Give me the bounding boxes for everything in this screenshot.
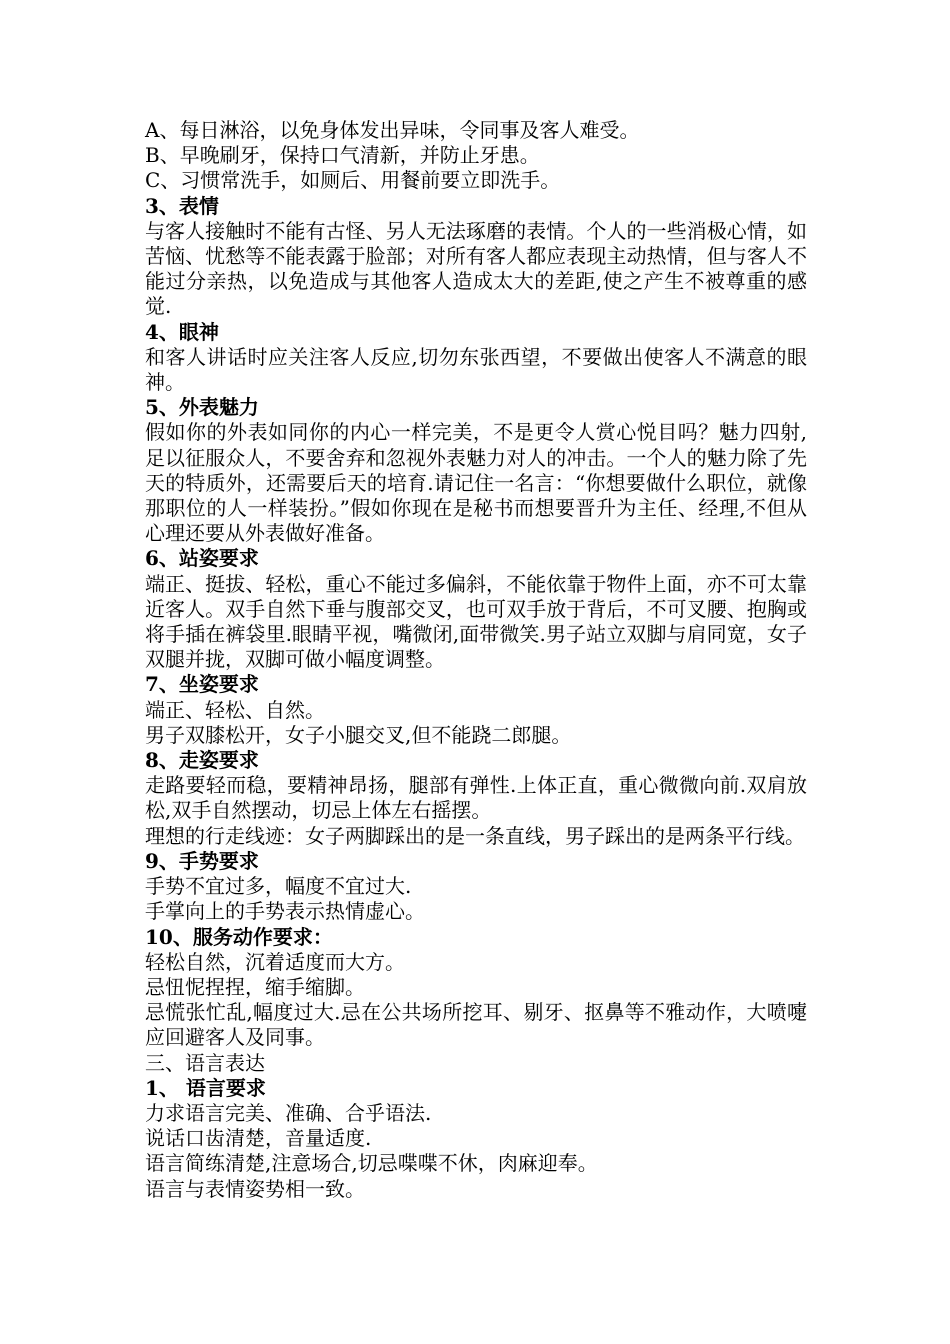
heading-sitting: 7、坐姿要求 [145,672,259,697]
heading-gesture: 9、手势要求 [145,848,259,873]
heading-appearance: 5、外表魅力 [145,395,259,420]
language-line-2: 说话口齿清楚，音量适度. [145,1126,372,1151]
hygiene-item-b: B、早晚刷牙，保持口气清新，并防止牙患。 [145,143,540,168]
heading-eyes: 4、眼神 [145,319,219,344]
heading-standing: 6、站姿要求 [145,546,259,571]
heading-walking: 8、走姿要求 [145,748,259,773]
document-page [145,118,807,1202]
heading-expression: 3、表情 [145,193,219,218]
heading-service-actions: 10、服务动作要求： [145,924,333,949]
language-line-1: 力求语言完美、准确、合乎语法. [145,1100,432,1125]
gesture-line-1: 手势不宜过多，幅度不宜过大. [145,874,412,899]
paragraph-eyes: 和客人讲话时应关注客人反应,切勿东张西望，不要做出使客人不满意的眼神。 [145,344,807,395]
paragraph-appearance: 假如你的外表如同你的内心一样完美，不是更令人赏心悦目吗？魅力四射,足以征服众人，不要舍弃和忽视外表魅力对人的冲击。一个人的魅力除了先天的特质外，还需要后天的培育.请记住一名言：“你想要做什么职位，就像那职位的人一样装扮。”假如你现在是秘书而想要晋升为主任、经理,不但从心理还要从外表做好准备。 [145,420,807,546]
paragraph-service: 忌慌张忙乱,幅度过大.忌在公共场所挖耳、剔牙、抠鼻等不雅动作，大喷嚏应回避客人及同事。 [145,1000,807,1050]
language-line-3: 语言简练清楚,注意场合,切忌喋喋不休，肉麻迎奉。 [145,1151,598,1176]
service-line-1: 轻松自然，沉着适度而大方。 [145,949,405,974]
paragraph-walking-1: 走路要轻而稳，要精神昂扬，腿部有弹性.上体正直，重心微微向前.双肩放松,双手自然摆动，切忌上体左右摇摆。 [145,773,807,823]
paragraph-walking-2: 理想的行走线迹：女子两脚踩出的是一条直线，男子踩出的是两条平行线。 [145,823,805,848]
language-line-4: 语言与表情姿势相一致。 [145,1176,365,1201]
heading-language-requirements: 1、 语言要求 [145,1075,266,1100]
section-language-expression: 三、语言表达 [145,1050,265,1075]
sitting-line-2: 男子双膝松开，女子小腿交叉,但不能跷二郎腿。 [145,722,572,747]
hygiene-item-c: C、习惯常洗手，如厕后、用餐前要立即洗手。 [145,168,561,193]
hygiene-item-a: A、每日淋浴，以免身体发出异味，令同事及客人难受。 [145,118,640,142]
gesture-line-2: 手掌向上的手势表示热情虚心。 [145,899,425,924]
paragraph-standing: 端正、挺拔、轻松，重心不能过多偏斜，不能依靠于物件上面，亦不可太靠近客人。双手自然下垂与腹部交叉，也可双手放于背后，不可叉腰、抱胸或将手插在裤袋里.眼睛平视，嘴微闭,面带微笑.男子站立双脚与肩同宽，女子双腿并拢，双脚可做小幅度调整。 [145,571,807,672]
paragraph-expression: 与客人接触时不能有古怪、另人无法琢磨的表情。个人的一些消极心情，如苦恼、忧愁等不能表露于脸部；对所有客人都应表现主动热情，但与客人不能过分亲热，以免造成与其他客人造成太大的差距,使之产生不被尊重的感觉. [145,218,807,319]
service-line-2: 忌忸怩捏捏，缩手缩脚。 [145,974,365,999]
sitting-line-1: 端正、轻松、自然。 [145,697,325,722]
